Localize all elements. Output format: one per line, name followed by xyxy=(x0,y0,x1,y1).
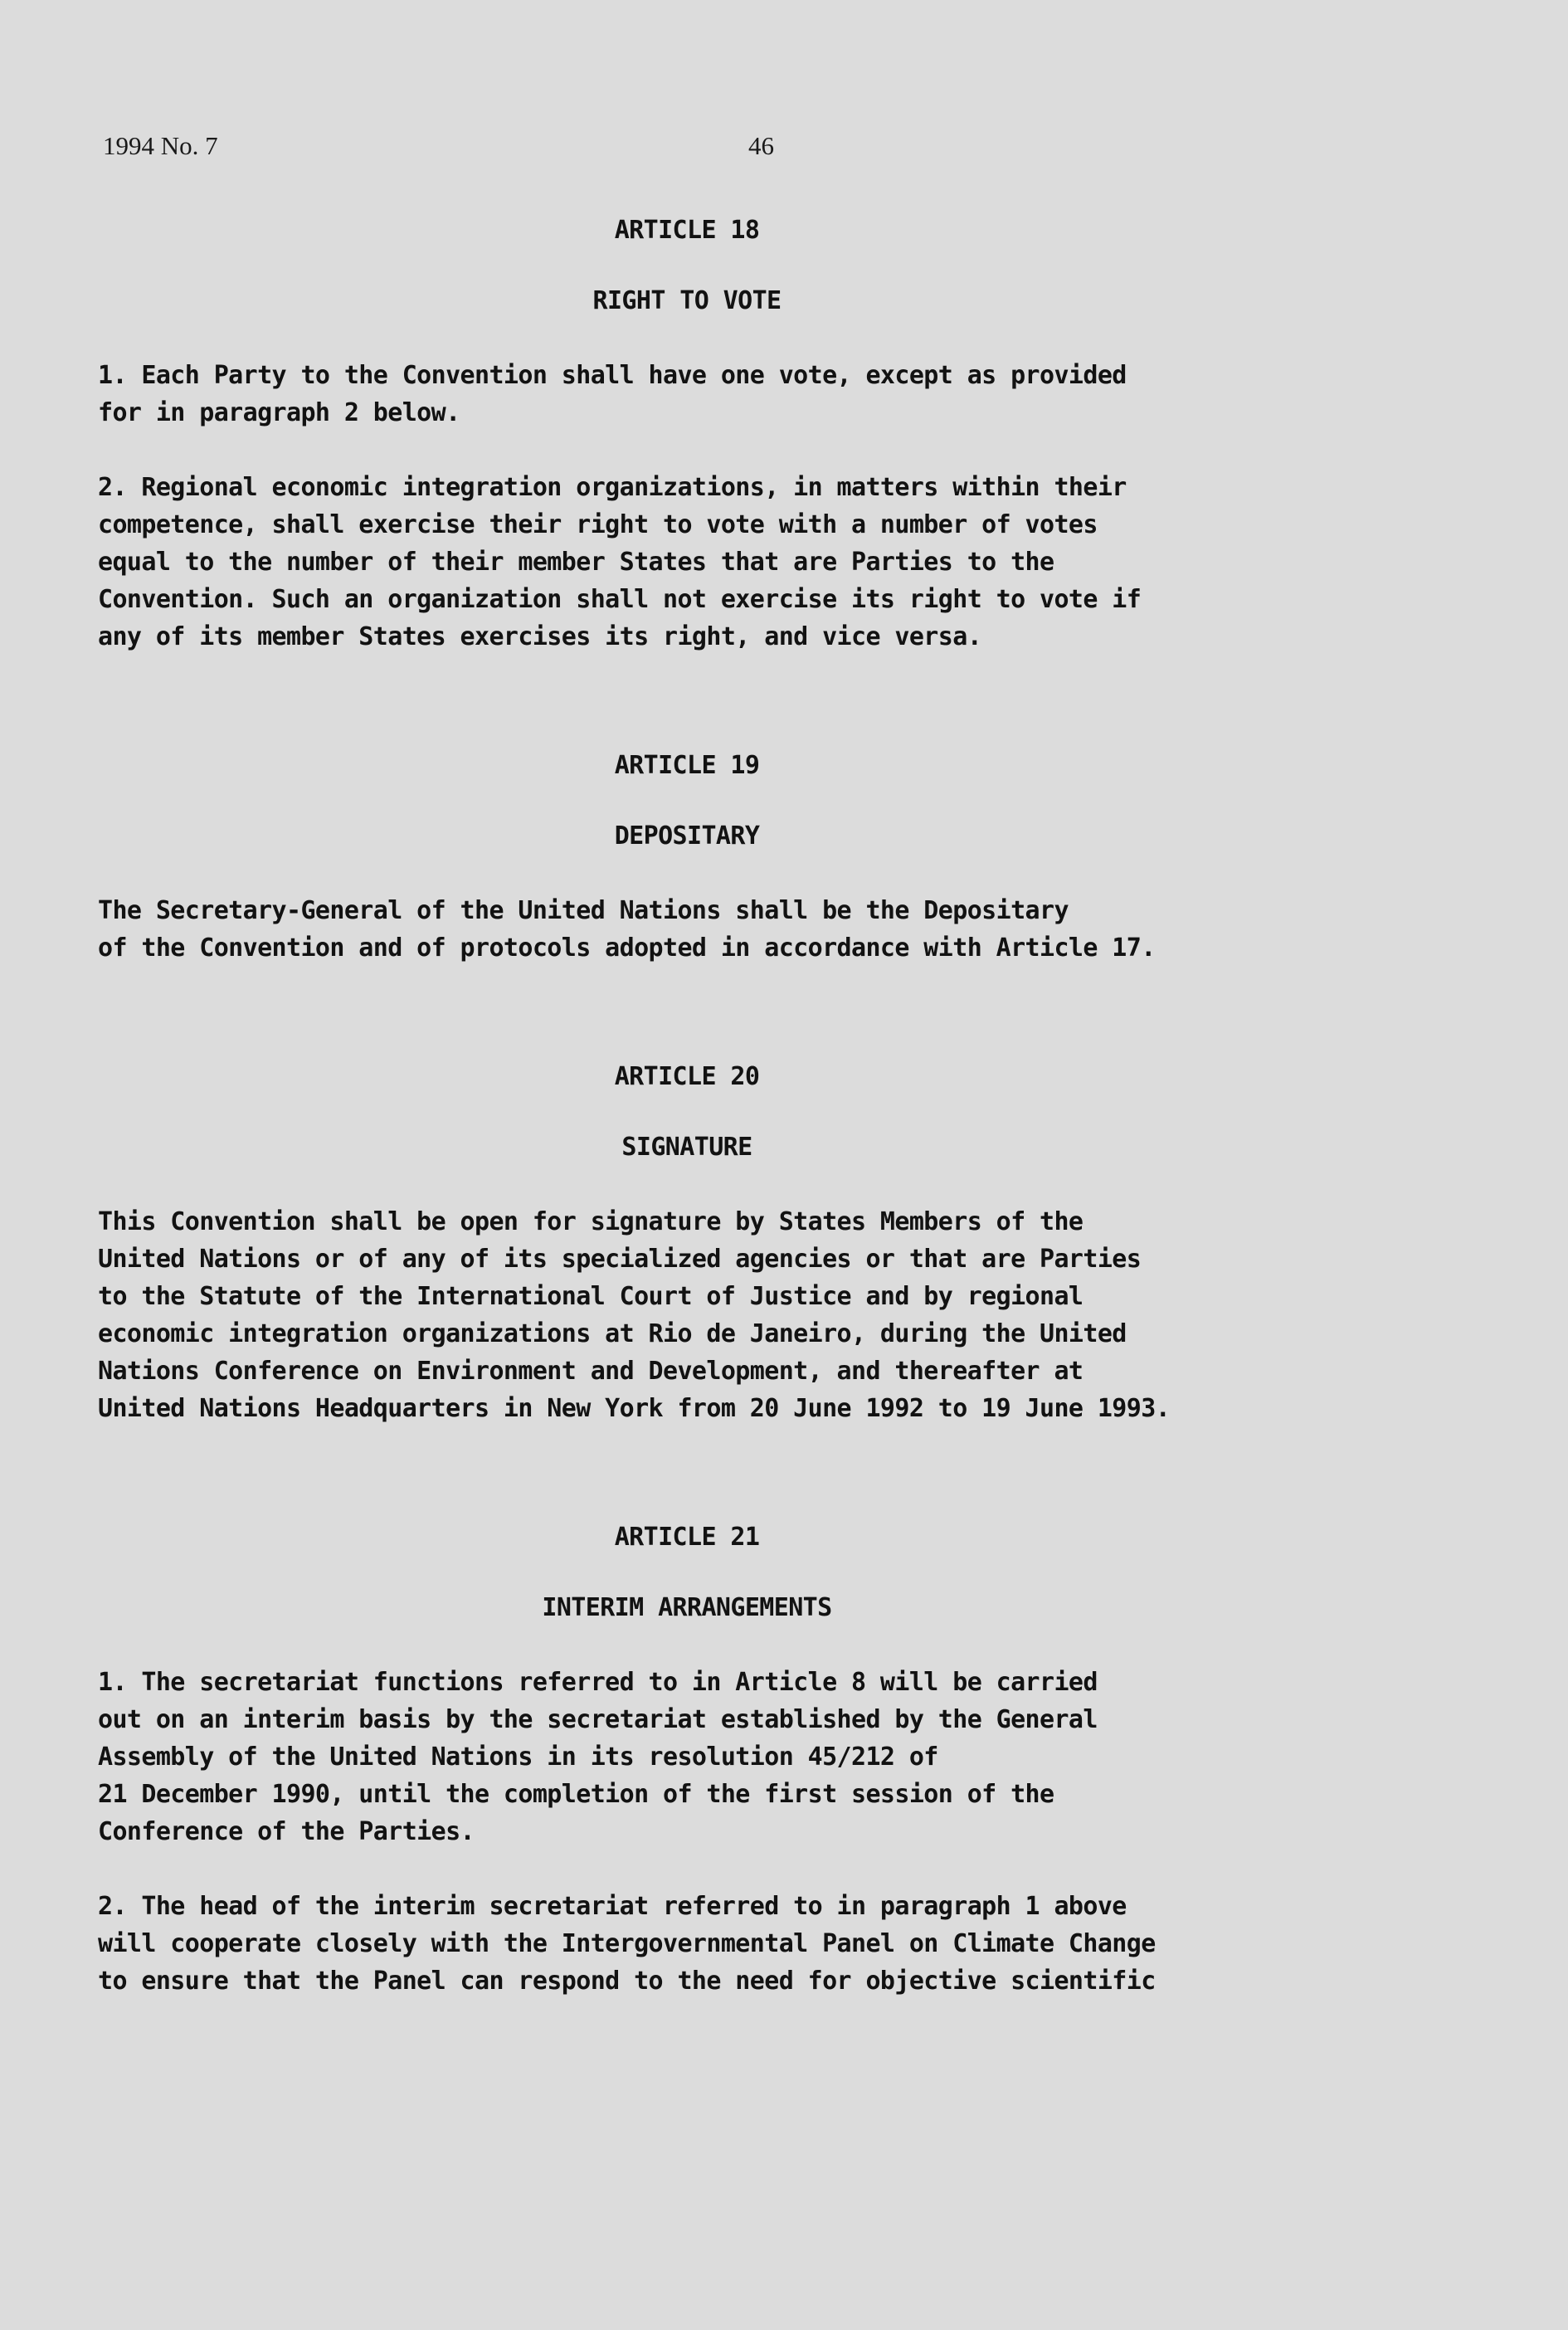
article-title: ARTICLE 20 xyxy=(614,1062,760,1091)
article-subtitle: SIGNATURE xyxy=(621,1133,752,1162)
article-title: ARTICLE 19 xyxy=(614,751,760,780)
article-subtitle: DEPOSITARY xyxy=(614,821,760,851)
paragraph: 1. Each Party to the Convention shall have one vote, except as provided for in paragraph 2 below. xyxy=(98,361,1127,427)
article-subtitle: RIGHT TO VOTE xyxy=(592,286,782,315)
paragraph: 2. Regional economic integration organizations, in matters within their competence, shall exercise their right to vote with a number of votes equal to the number of their member States that are Parties to the Convention. Such an organization shall not exercise its right to vote if any of its member States exercises its right, and vice versa. xyxy=(98,473,1142,651)
article-title: ARTICLE 21 xyxy=(614,1523,760,1552)
paragraph: 2. The head of the interim secretariat referred to in paragraph 1 above will cooperate closely with the Intergovernmental Panel on Climate Change to ensure that the Panel can respond to the need for objective scientific xyxy=(98,1892,1156,1996)
article-20 xyxy=(98,1058,1492,1427)
page-number: 46 xyxy=(748,131,774,160)
article-subtitle: INTERIM ARRANGEMENTS xyxy=(542,1593,832,1622)
article-21 xyxy=(98,1518,1492,2000)
article-19 xyxy=(98,747,1492,967)
article-18 xyxy=(98,212,1492,656)
article-title: ARTICLE 18 xyxy=(614,216,760,245)
paragraph: The Secretary-General of the United Nations shall be the Depositary of the Convention and of protocols adopted in accordance with Article 17. xyxy=(98,896,1156,963)
paragraph: This Convention shall be open for signature by States Members of the United Nations or of any of its specialized agencies or that are Parties to the Statute of the International Court of Justice and by regional economic integration organizations at Rio de Janeiro, during the United Nations Conference on Environment and Development, and thereafter at United Nations Headquarters in New York from 20 June 1992 to 19 June 1993. xyxy=(98,1207,1171,1423)
running-head: 1994 No. 7 xyxy=(103,131,218,160)
document-body xyxy=(98,212,1492,2000)
paragraph: 1. The secretariat functions referred to in Article 8 will be carried out on an interim basis by the secretariat established by the General Assembly of the United Nations in its resolution 45/212 of 21 December 1990, until the completion of the first session of the Conference of the Parties. xyxy=(98,1668,1098,1846)
